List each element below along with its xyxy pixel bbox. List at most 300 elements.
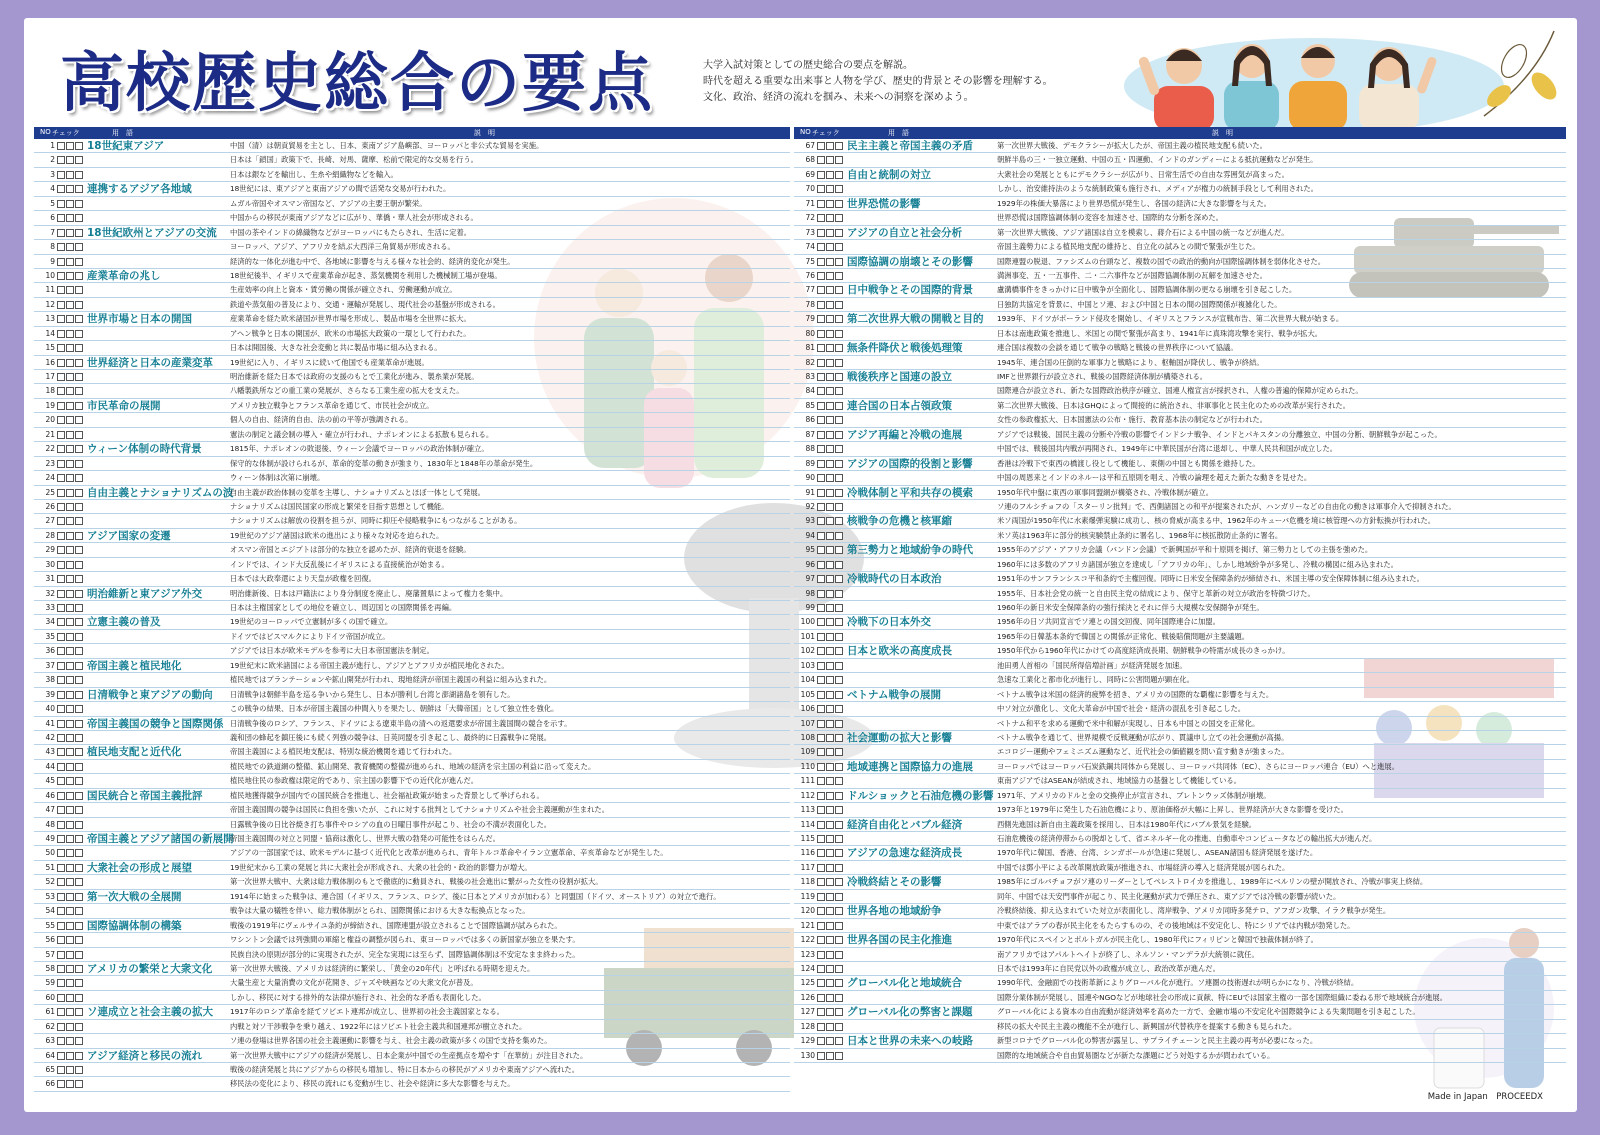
checkbox[interactable] bbox=[835, 315, 843, 323]
checkbox[interactable] bbox=[826, 662, 834, 670]
checkbox[interactable] bbox=[75, 907, 83, 915]
checkbox[interactable] bbox=[66, 416, 74, 424]
checkbox[interactable] bbox=[835, 532, 843, 540]
checkbox[interactable] bbox=[57, 763, 65, 771]
checkbox[interactable] bbox=[75, 720, 83, 728]
checkbox[interactable] bbox=[57, 720, 65, 728]
checkbox[interactable] bbox=[75, 792, 83, 800]
checkbox[interactable] bbox=[835, 720, 843, 728]
checkbox[interactable] bbox=[826, 229, 834, 237]
checkbox[interactable] bbox=[75, 142, 83, 150]
checkbox[interactable] bbox=[75, 936, 83, 944]
checkbox[interactable] bbox=[817, 965, 825, 973]
checkbox[interactable] bbox=[66, 489, 74, 497]
checkbox[interactable] bbox=[835, 835, 843, 843]
checkbox[interactable] bbox=[826, 200, 834, 208]
checkbox[interactable] bbox=[826, 994, 834, 1002]
checkbox[interactable] bbox=[75, 445, 83, 453]
checkbox[interactable] bbox=[75, 835, 83, 843]
checkbox[interactable] bbox=[75, 806, 83, 814]
checkbox[interactable] bbox=[835, 546, 843, 554]
checkbox[interactable] bbox=[75, 373, 83, 381]
checkbox[interactable] bbox=[826, 402, 834, 410]
checkbox[interactable] bbox=[835, 864, 843, 872]
checkbox[interactable] bbox=[817, 517, 825, 525]
checkbox[interactable] bbox=[826, 330, 834, 338]
checkbox[interactable] bbox=[57, 301, 65, 309]
checkbox[interactable] bbox=[66, 878, 74, 886]
checkbox[interactable] bbox=[835, 373, 843, 381]
checkbox[interactable] bbox=[835, 243, 843, 251]
checkbox[interactable] bbox=[57, 936, 65, 944]
checkbox[interactable] bbox=[826, 936, 834, 944]
checkbox[interactable] bbox=[817, 445, 825, 453]
checkbox[interactable] bbox=[75, 705, 83, 713]
checkbox[interactable] bbox=[817, 330, 825, 338]
checkbox[interactable] bbox=[57, 185, 65, 193]
checkbox[interactable] bbox=[826, 503, 834, 511]
checkbox[interactable] bbox=[826, 387, 834, 395]
checkbox[interactable] bbox=[817, 979, 825, 987]
checkbox[interactable] bbox=[75, 200, 83, 208]
checkbox[interactable] bbox=[66, 951, 74, 959]
checkbox[interactable] bbox=[57, 546, 65, 554]
checkbox[interactable] bbox=[66, 373, 74, 381]
checkbox[interactable] bbox=[835, 359, 843, 367]
checkbox[interactable] bbox=[66, 821, 74, 829]
checkbox[interactable] bbox=[817, 777, 825, 785]
checkbox[interactable] bbox=[75, 156, 83, 164]
checkbox[interactable] bbox=[835, 1037, 843, 1045]
checkbox[interactable] bbox=[826, 835, 834, 843]
checkbox[interactable] bbox=[835, 691, 843, 699]
checkbox[interactable] bbox=[835, 849, 843, 857]
checkbox[interactable] bbox=[817, 416, 825, 424]
checkbox[interactable] bbox=[66, 402, 74, 410]
checkbox[interactable] bbox=[826, 474, 834, 482]
checkbox[interactable] bbox=[835, 618, 843, 626]
checkbox[interactable] bbox=[66, 1080, 74, 1088]
checkbox[interactable] bbox=[826, 258, 834, 266]
checkbox[interactable] bbox=[826, 489, 834, 497]
checkbox[interactable] bbox=[66, 171, 74, 179]
checkbox[interactable] bbox=[817, 532, 825, 540]
checkbox[interactable] bbox=[57, 156, 65, 164]
checkbox[interactable] bbox=[826, 720, 834, 728]
checkbox[interactable] bbox=[57, 200, 65, 208]
checkbox[interactable] bbox=[66, 806, 74, 814]
checkbox[interactable] bbox=[75, 489, 83, 497]
checkbox[interactable] bbox=[826, 1008, 834, 1016]
checkbox[interactable] bbox=[835, 460, 843, 468]
checkbox[interactable] bbox=[57, 387, 65, 395]
checkbox[interactable] bbox=[835, 994, 843, 1002]
checkbox[interactable] bbox=[75, 171, 83, 179]
checkbox[interactable] bbox=[817, 604, 825, 612]
checkbox[interactable] bbox=[817, 748, 825, 756]
checkbox[interactable] bbox=[66, 517, 74, 525]
checkbox[interactable] bbox=[835, 229, 843, 237]
checkbox[interactable] bbox=[826, 315, 834, 323]
checkbox[interactable] bbox=[817, 546, 825, 554]
checkbox[interactable] bbox=[826, 647, 834, 655]
checkbox[interactable] bbox=[75, 965, 83, 973]
checkbox[interactable] bbox=[66, 1023, 74, 1031]
checkbox[interactable] bbox=[75, 763, 83, 771]
checkbox[interactable] bbox=[66, 1037, 74, 1045]
checkbox[interactable] bbox=[57, 1008, 65, 1016]
checkbox[interactable] bbox=[66, 229, 74, 237]
checkbox[interactable] bbox=[75, 301, 83, 309]
checkbox[interactable] bbox=[66, 1008, 74, 1016]
checkbox[interactable] bbox=[835, 878, 843, 886]
checkbox[interactable] bbox=[817, 402, 825, 410]
checkbox[interactable] bbox=[817, 185, 825, 193]
checkbox[interactable] bbox=[75, 647, 83, 655]
checkbox[interactable] bbox=[826, 272, 834, 280]
checkbox[interactable] bbox=[826, 445, 834, 453]
checkbox[interactable] bbox=[66, 575, 74, 583]
checkbox[interactable] bbox=[817, 763, 825, 771]
checkbox[interactable] bbox=[75, 315, 83, 323]
checkbox[interactable] bbox=[66, 460, 74, 468]
checkbox[interactable] bbox=[835, 604, 843, 612]
checkbox[interactable] bbox=[817, 994, 825, 1002]
checkbox[interactable] bbox=[66, 561, 74, 569]
checkbox[interactable] bbox=[826, 1023, 834, 1031]
checkbox[interactable] bbox=[57, 1080, 65, 1088]
checkbox[interactable] bbox=[75, 214, 83, 222]
checkbox[interactable] bbox=[66, 604, 74, 612]
checkbox[interactable] bbox=[75, 777, 83, 785]
checkbox[interactable] bbox=[75, 272, 83, 280]
checkbox[interactable] bbox=[75, 561, 83, 569]
checkbox[interactable] bbox=[66, 907, 74, 915]
checkbox[interactable] bbox=[57, 604, 65, 612]
checkbox[interactable] bbox=[57, 951, 65, 959]
checkbox[interactable] bbox=[66, 792, 74, 800]
checkbox[interactable] bbox=[835, 214, 843, 222]
checkbox[interactable] bbox=[817, 849, 825, 857]
checkbox[interactable] bbox=[66, 864, 74, 872]
checkbox[interactable] bbox=[826, 922, 834, 930]
checkbox[interactable] bbox=[835, 258, 843, 266]
checkbox[interactable] bbox=[75, 633, 83, 641]
checkbox[interactable] bbox=[817, 359, 825, 367]
checkbox[interactable] bbox=[57, 965, 65, 973]
checkbox[interactable] bbox=[57, 792, 65, 800]
checkbox[interactable] bbox=[66, 720, 74, 728]
checkbox[interactable] bbox=[57, 922, 65, 930]
checkbox[interactable] bbox=[57, 214, 65, 222]
checkbox[interactable] bbox=[817, 734, 825, 742]
checkbox[interactable] bbox=[835, 922, 843, 930]
checkbox[interactable] bbox=[817, 286, 825, 294]
checkbox[interactable] bbox=[66, 676, 74, 684]
checkbox[interactable] bbox=[817, 142, 825, 150]
checkbox[interactable] bbox=[57, 1066, 65, 1074]
checkbox[interactable] bbox=[57, 315, 65, 323]
checkbox[interactable] bbox=[835, 561, 843, 569]
checkbox[interactable] bbox=[817, 676, 825, 684]
checkbox[interactable] bbox=[75, 676, 83, 684]
checkbox[interactable] bbox=[66, 315, 74, 323]
checkbox[interactable] bbox=[835, 748, 843, 756]
checkbox[interactable] bbox=[75, 1037, 83, 1045]
checkbox[interactable] bbox=[826, 604, 834, 612]
checkbox[interactable] bbox=[817, 243, 825, 251]
checkbox[interactable] bbox=[66, 691, 74, 699]
checkbox[interactable] bbox=[66, 200, 74, 208]
checkbox[interactable] bbox=[66, 301, 74, 309]
checkbox[interactable] bbox=[835, 633, 843, 641]
checkbox[interactable] bbox=[57, 1037, 65, 1045]
checkbox[interactable] bbox=[826, 590, 834, 598]
checkbox[interactable] bbox=[835, 474, 843, 482]
checkbox[interactable] bbox=[835, 792, 843, 800]
checkbox[interactable] bbox=[57, 344, 65, 352]
checkbox[interactable] bbox=[835, 1023, 843, 1031]
checkbox[interactable] bbox=[57, 878, 65, 886]
checkbox[interactable] bbox=[817, 214, 825, 222]
checkbox[interactable] bbox=[57, 849, 65, 857]
checkbox[interactable] bbox=[75, 1080, 83, 1088]
checkbox[interactable] bbox=[66, 922, 74, 930]
checkbox[interactable] bbox=[66, 965, 74, 973]
checkbox[interactable] bbox=[66, 445, 74, 453]
checkbox[interactable] bbox=[57, 460, 65, 468]
checkbox[interactable] bbox=[66, 662, 74, 670]
checkbox[interactable] bbox=[57, 229, 65, 237]
checkbox[interactable] bbox=[57, 590, 65, 598]
checkbox[interactable] bbox=[66, 258, 74, 266]
checkbox[interactable] bbox=[57, 416, 65, 424]
checkbox[interactable] bbox=[817, 1037, 825, 1045]
checkbox[interactable] bbox=[57, 618, 65, 626]
checkbox[interactable] bbox=[835, 777, 843, 785]
checkbox[interactable] bbox=[826, 243, 834, 251]
checkbox[interactable] bbox=[817, 951, 825, 959]
checkbox[interactable] bbox=[826, 792, 834, 800]
checkbox[interactable] bbox=[835, 171, 843, 179]
checkbox[interactable] bbox=[75, 344, 83, 352]
checkbox[interactable] bbox=[817, 474, 825, 482]
checkbox[interactable] bbox=[826, 893, 834, 901]
checkbox[interactable] bbox=[817, 720, 825, 728]
checkbox[interactable] bbox=[826, 734, 834, 742]
checkbox[interactable] bbox=[75, 748, 83, 756]
checkbox[interactable] bbox=[817, 662, 825, 670]
checkbox[interactable] bbox=[57, 893, 65, 901]
checkbox[interactable] bbox=[75, 503, 83, 511]
checkbox[interactable] bbox=[57, 575, 65, 583]
checkbox[interactable] bbox=[57, 691, 65, 699]
checkbox[interactable] bbox=[66, 777, 74, 785]
checkbox[interactable] bbox=[817, 460, 825, 468]
checkbox[interactable] bbox=[826, 1037, 834, 1045]
checkbox[interactable] bbox=[817, 590, 825, 598]
checkbox[interactable] bbox=[75, 431, 83, 439]
checkbox[interactable] bbox=[57, 272, 65, 280]
checkbox[interactable] bbox=[57, 705, 65, 713]
checkbox[interactable] bbox=[75, 229, 83, 237]
checkbox[interactable] bbox=[817, 561, 825, 569]
checkbox[interactable] bbox=[826, 878, 834, 886]
checkbox[interactable] bbox=[835, 806, 843, 814]
checkbox[interactable] bbox=[835, 330, 843, 338]
checkbox[interactable] bbox=[826, 633, 834, 641]
checkbox[interactable] bbox=[57, 907, 65, 915]
checkbox[interactable] bbox=[835, 951, 843, 959]
checkbox[interactable] bbox=[826, 214, 834, 222]
checkbox[interactable] bbox=[75, 286, 83, 294]
checkbox[interactable] bbox=[817, 878, 825, 886]
checkbox[interactable] bbox=[57, 994, 65, 1002]
checkbox[interactable] bbox=[817, 344, 825, 352]
checkbox[interactable] bbox=[835, 965, 843, 973]
checkbox[interactable] bbox=[57, 561, 65, 569]
checkbox[interactable] bbox=[826, 618, 834, 626]
checkbox[interactable] bbox=[826, 532, 834, 540]
checkbox[interactable] bbox=[826, 575, 834, 583]
checkbox[interactable] bbox=[57, 633, 65, 641]
checkbox[interactable] bbox=[817, 229, 825, 237]
checkbox[interactable] bbox=[66, 1052, 74, 1060]
checkbox[interactable] bbox=[826, 907, 834, 915]
checkbox[interactable] bbox=[75, 604, 83, 612]
checkbox[interactable] bbox=[57, 359, 65, 367]
checkbox[interactable] bbox=[826, 777, 834, 785]
checkbox[interactable] bbox=[57, 243, 65, 251]
checkbox[interactable] bbox=[66, 474, 74, 482]
checkbox[interactable] bbox=[57, 286, 65, 294]
checkbox[interactable] bbox=[75, 546, 83, 554]
checkbox[interactable] bbox=[835, 647, 843, 655]
checkbox[interactable] bbox=[66, 330, 74, 338]
checkbox[interactable] bbox=[75, 402, 83, 410]
checkbox[interactable] bbox=[75, 1008, 83, 1016]
checkbox[interactable] bbox=[817, 792, 825, 800]
checkbox[interactable] bbox=[826, 359, 834, 367]
checkbox[interactable] bbox=[57, 1052, 65, 1060]
checkbox[interactable] bbox=[817, 503, 825, 511]
checkbox[interactable] bbox=[817, 907, 825, 915]
checkbox[interactable] bbox=[835, 156, 843, 164]
checkbox[interactable] bbox=[817, 431, 825, 439]
checkbox[interactable] bbox=[57, 517, 65, 525]
checkbox[interactable] bbox=[66, 243, 74, 251]
checkbox[interactable] bbox=[57, 647, 65, 655]
checkbox[interactable] bbox=[835, 517, 843, 525]
checkbox[interactable] bbox=[75, 387, 83, 395]
checkbox[interactable] bbox=[75, 618, 83, 626]
checkbox[interactable] bbox=[66, 503, 74, 511]
checkbox[interactable] bbox=[57, 258, 65, 266]
checkbox[interactable] bbox=[66, 590, 74, 598]
checkbox[interactable] bbox=[66, 185, 74, 193]
checkbox[interactable] bbox=[57, 676, 65, 684]
checkbox[interactable] bbox=[826, 561, 834, 569]
checkbox[interactable] bbox=[826, 171, 834, 179]
checkbox[interactable] bbox=[826, 864, 834, 872]
checkbox[interactable] bbox=[835, 344, 843, 352]
checkbox[interactable] bbox=[66, 272, 74, 280]
checkbox[interactable] bbox=[826, 416, 834, 424]
checkbox[interactable] bbox=[826, 546, 834, 554]
checkbox[interactable] bbox=[817, 272, 825, 280]
checkbox[interactable] bbox=[817, 633, 825, 641]
checkbox[interactable] bbox=[817, 864, 825, 872]
checkbox[interactable] bbox=[66, 532, 74, 540]
checkbox[interactable] bbox=[75, 460, 83, 468]
checkbox[interactable] bbox=[75, 590, 83, 598]
checkbox[interactable] bbox=[817, 489, 825, 497]
checkbox[interactable] bbox=[75, 1052, 83, 1060]
checkbox[interactable] bbox=[57, 821, 65, 829]
checkbox[interactable] bbox=[57, 777, 65, 785]
checkbox[interactable] bbox=[817, 156, 825, 164]
checkbox[interactable] bbox=[57, 532, 65, 540]
checkbox[interactable] bbox=[835, 734, 843, 742]
checkbox[interactable] bbox=[66, 849, 74, 857]
checkbox[interactable] bbox=[57, 748, 65, 756]
checkbox[interactable] bbox=[75, 243, 83, 251]
checkbox[interactable] bbox=[817, 171, 825, 179]
checkbox[interactable] bbox=[75, 691, 83, 699]
checkbox[interactable] bbox=[817, 258, 825, 266]
checkbox[interactable] bbox=[817, 835, 825, 843]
checkbox[interactable] bbox=[826, 460, 834, 468]
checkbox[interactable] bbox=[826, 806, 834, 814]
checkbox[interactable] bbox=[817, 922, 825, 930]
checkbox[interactable] bbox=[75, 734, 83, 742]
checkbox[interactable] bbox=[826, 676, 834, 684]
checkbox[interactable] bbox=[826, 286, 834, 294]
checkbox[interactable] bbox=[835, 575, 843, 583]
checkbox[interactable] bbox=[826, 301, 834, 309]
checkbox[interactable] bbox=[817, 301, 825, 309]
checkbox[interactable] bbox=[826, 691, 834, 699]
checkbox[interactable] bbox=[75, 532, 83, 540]
checkbox[interactable] bbox=[75, 849, 83, 857]
checkbox[interactable] bbox=[835, 590, 843, 598]
checkbox[interactable] bbox=[57, 474, 65, 482]
checkbox[interactable] bbox=[75, 359, 83, 367]
checkbox[interactable] bbox=[57, 806, 65, 814]
checkbox[interactable] bbox=[826, 142, 834, 150]
checkbox[interactable] bbox=[75, 922, 83, 930]
checkbox[interactable] bbox=[75, 575, 83, 583]
checkbox[interactable] bbox=[75, 662, 83, 670]
checkbox[interactable] bbox=[57, 171, 65, 179]
checkbox[interactable] bbox=[835, 936, 843, 944]
checkbox[interactable] bbox=[66, 763, 74, 771]
checkbox[interactable] bbox=[826, 965, 834, 973]
checkbox[interactable] bbox=[835, 431, 843, 439]
checkbox[interactable] bbox=[835, 301, 843, 309]
checkbox[interactable] bbox=[817, 575, 825, 583]
checkbox[interactable] bbox=[75, 878, 83, 886]
checkbox[interactable] bbox=[835, 200, 843, 208]
checkbox[interactable] bbox=[57, 835, 65, 843]
checkbox[interactable] bbox=[826, 344, 834, 352]
checkbox[interactable] bbox=[66, 633, 74, 641]
checkbox[interactable] bbox=[835, 387, 843, 395]
checkbox[interactable] bbox=[835, 763, 843, 771]
checkbox[interactable] bbox=[835, 272, 843, 280]
checkbox[interactable] bbox=[826, 705, 834, 713]
checkbox[interactable] bbox=[817, 936, 825, 944]
